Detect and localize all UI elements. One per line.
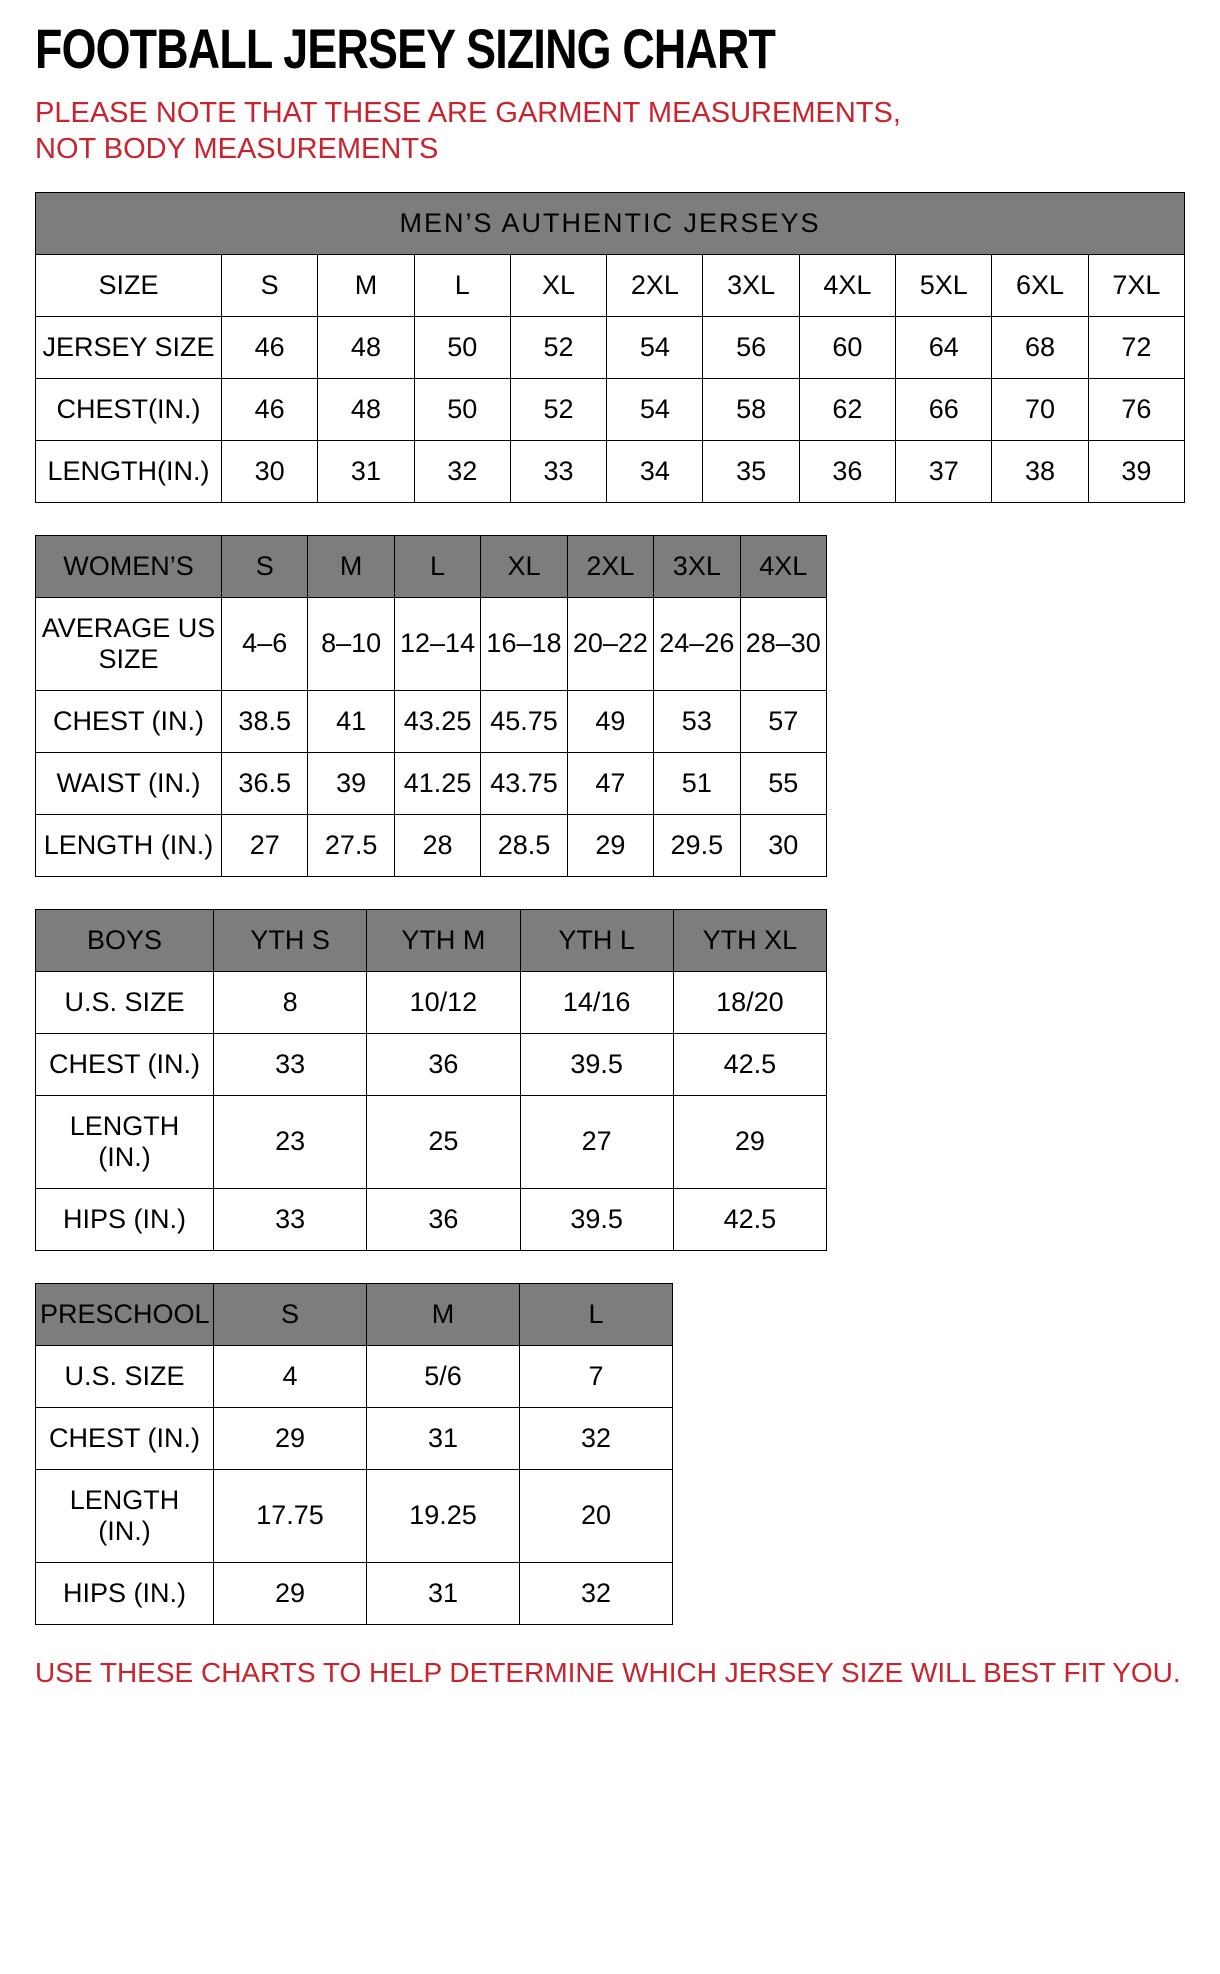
cell: 29 [673, 1095, 826, 1188]
table-row [36, 1562, 673, 1624]
table-title-row [36, 192, 1185, 254]
cell: 25 [367, 1095, 520, 1188]
column-header: S [214, 1283, 367, 1345]
cell: 72 [1088, 316, 1184, 378]
cell: 41 [308, 690, 394, 752]
row-label: U.S. SIZE [36, 1345, 214, 1407]
cell: 47 [567, 752, 653, 814]
cell: 70 [992, 378, 1088, 440]
cell: 39 [308, 752, 394, 814]
cell: 48 [318, 378, 414, 440]
table-header-row [36, 535, 827, 597]
column-header: 3XL [654, 535, 740, 597]
cell: 3XL [703, 254, 799, 316]
cell: 5XL [896, 254, 992, 316]
cell: 56 [703, 316, 799, 378]
cell: 14/16 [520, 971, 673, 1033]
cell: 43.75 [481, 752, 567, 814]
cell: 39.5 [520, 1033, 673, 1095]
table-row [36, 1345, 673, 1407]
preschool-table [35, 1283, 673, 1625]
row-label: LENGTH(IN.) [36, 440, 222, 502]
cell: XL [510, 254, 606, 316]
row-label: CHEST (IN.) [36, 1407, 214, 1469]
table-row [36, 1033, 827, 1095]
cell: 29 [567, 814, 653, 876]
cell: 45.75 [481, 690, 567, 752]
column-header: XL [481, 535, 567, 597]
cell: 33 [214, 1188, 367, 1250]
cell: 16–18 [481, 597, 567, 690]
column-header: YTH XL [673, 909, 826, 971]
cell: 4XL [799, 254, 895, 316]
cell: 33 [510, 440, 606, 502]
table-row [36, 597, 827, 690]
table-row [36, 378, 1185, 440]
cell: 30 [222, 440, 318, 502]
cell: 29.5 [654, 814, 740, 876]
cell: 8–10 [308, 597, 394, 690]
footer-text: USE THESE CHARTS TO HELP DETERMINE WHICH JERSEY SIZE WILL BEST FIT YOU. [35, 1656, 1181, 1688]
column-header: 2XL [567, 535, 653, 597]
cell: 10/12 [367, 971, 520, 1033]
table-header-row [36, 1283, 673, 1345]
cell: 36 [367, 1033, 520, 1095]
cell: 42.5 [673, 1188, 826, 1250]
cell: 27.5 [308, 814, 394, 876]
cell: 7XL [1088, 254, 1184, 316]
cell: S [222, 254, 318, 316]
cell: M [318, 254, 414, 316]
row-label: CHEST (IN.) [36, 1033, 214, 1095]
table-header-row [36, 909, 827, 971]
column-header: YTH S [214, 909, 367, 971]
cell: 2XL [607, 254, 703, 316]
cell: 39.5 [520, 1188, 673, 1250]
cell: 4–6 [222, 597, 308, 690]
row-label: LENGTH (IN.) [36, 1095, 214, 1188]
page-title: FOOTBALL JERSEY SIZING CHART [35, 17, 776, 80]
table-row [36, 1407, 673, 1469]
table-row [36, 440, 1185, 502]
cell: 19.25 [367, 1469, 520, 1562]
cell: 17.75 [214, 1469, 367, 1562]
cell: 46 [222, 378, 318, 440]
column-header: L [520, 1283, 673, 1345]
cell: 28–30 [740, 597, 826, 690]
cell: 34 [607, 440, 703, 502]
row-label: HIPS (IN.) [36, 1562, 214, 1624]
cell: 29 [214, 1562, 367, 1624]
cell: 55 [740, 752, 826, 814]
cell: 53 [654, 690, 740, 752]
table-header-label: BOYS [36, 909, 214, 971]
column-header: M [308, 535, 394, 597]
cell: 5/6 [367, 1345, 520, 1407]
cell: 49 [567, 690, 653, 752]
mens-authentic-jerseys-table [35, 192, 1185, 503]
cell: 64 [896, 316, 992, 378]
cell: 32 [520, 1407, 673, 1469]
cell: 58 [703, 378, 799, 440]
cell: 76 [1088, 378, 1184, 440]
table-row [36, 814, 827, 876]
table-header-label: PRESCHOOL [36, 1283, 214, 1345]
cell: 36 [799, 440, 895, 502]
cell: 31 [367, 1407, 520, 1469]
cell: 36 [367, 1188, 520, 1250]
boys-table [35, 909, 827, 1251]
cell: 36.5 [222, 752, 308, 814]
row-label: CHEST (IN.) [36, 690, 222, 752]
womens-table [35, 535, 827, 877]
cell: 24–26 [654, 597, 740, 690]
table-row [36, 752, 827, 814]
cell: 52 [510, 316, 606, 378]
table-row [36, 971, 827, 1033]
row-label: LENGTH (IN.) [36, 814, 222, 876]
cell: 62 [799, 378, 895, 440]
cell: 20–22 [567, 597, 653, 690]
table-row [36, 690, 827, 752]
cell: 32 [414, 440, 510, 502]
cell: 7 [520, 1345, 673, 1407]
column-header: S [222, 535, 308, 597]
cell: 54 [607, 378, 703, 440]
cell: 37 [896, 440, 992, 502]
row-label: JERSEY SIZE [36, 316, 222, 378]
cell: 39 [1088, 440, 1184, 502]
row-label: LENGTH (IN.) [36, 1469, 214, 1562]
column-header: YTH M [367, 909, 520, 971]
cell: 51 [654, 752, 740, 814]
cell: 28 [394, 814, 480, 876]
garment-note-text: PLEASE NOTE THAT THESE ARE GARMENT MEASUREMENTS, NOT BODY MEASUREMENTS [35, 97, 901, 166]
column-header: YTH L [520, 909, 673, 971]
cell: 23 [214, 1095, 367, 1188]
cell: 6XL [992, 254, 1088, 316]
column-header: 4XL [740, 535, 826, 597]
table-header-label: WOMEN’S [36, 535, 222, 597]
cell: 68 [992, 316, 1088, 378]
column-header: L [394, 535, 480, 597]
cell: 50 [414, 378, 510, 440]
table-row [36, 1188, 827, 1250]
cell: 31 [367, 1562, 520, 1624]
cell: 30 [740, 814, 826, 876]
cell: 33 [214, 1033, 367, 1095]
cell: 38 [992, 440, 1088, 502]
cell: 57 [740, 690, 826, 752]
cell: 38.5 [222, 690, 308, 752]
cell: 20 [520, 1469, 673, 1562]
table-row [36, 254, 1185, 316]
cell: 46 [222, 316, 318, 378]
cell: 18/20 [673, 971, 826, 1033]
cell: 27 [222, 814, 308, 876]
cell: 48 [318, 316, 414, 378]
table-row [36, 316, 1185, 378]
cell: 41.25 [394, 752, 480, 814]
cell: 28.5 [481, 814, 567, 876]
row-label: WAIST (IN.) [36, 752, 222, 814]
table-title: MEN’S AUTHENTIC JERSEYS [36, 192, 1185, 254]
cell: 60 [799, 316, 895, 378]
cell: 42.5 [673, 1033, 826, 1095]
table-row [36, 1095, 827, 1188]
cell: L [414, 254, 510, 316]
row-label: SIZE [36, 254, 222, 316]
row-label: AVERAGE US SIZE [36, 597, 222, 690]
cell: 54 [607, 316, 703, 378]
cell: 66 [896, 378, 992, 440]
row-label: CHEST(IN.) [36, 378, 222, 440]
cell: 8 [214, 971, 367, 1033]
table-row [36, 1469, 673, 1562]
cell: 50 [414, 316, 510, 378]
column-header: M [367, 1283, 520, 1345]
cell: 35 [703, 440, 799, 502]
row-label: HIPS (IN.) [36, 1188, 214, 1250]
row-label: U.S. SIZE [36, 971, 214, 1033]
cell: 43.25 [394, 690, 480, 752]
cell: 29 [214, 1407, 367, 1469]
cell: 31 [318, 440, 414, 502]
cell: 27 [520, 1095, 673, 1188]
cell: 52 [510, 378, 606, 440]
cell: 4 [214, 1345, 367, 1407]
cell: 32 [520, 1562, 673, 1624]
cell: 12–14 [394, 597, 480, 690]
